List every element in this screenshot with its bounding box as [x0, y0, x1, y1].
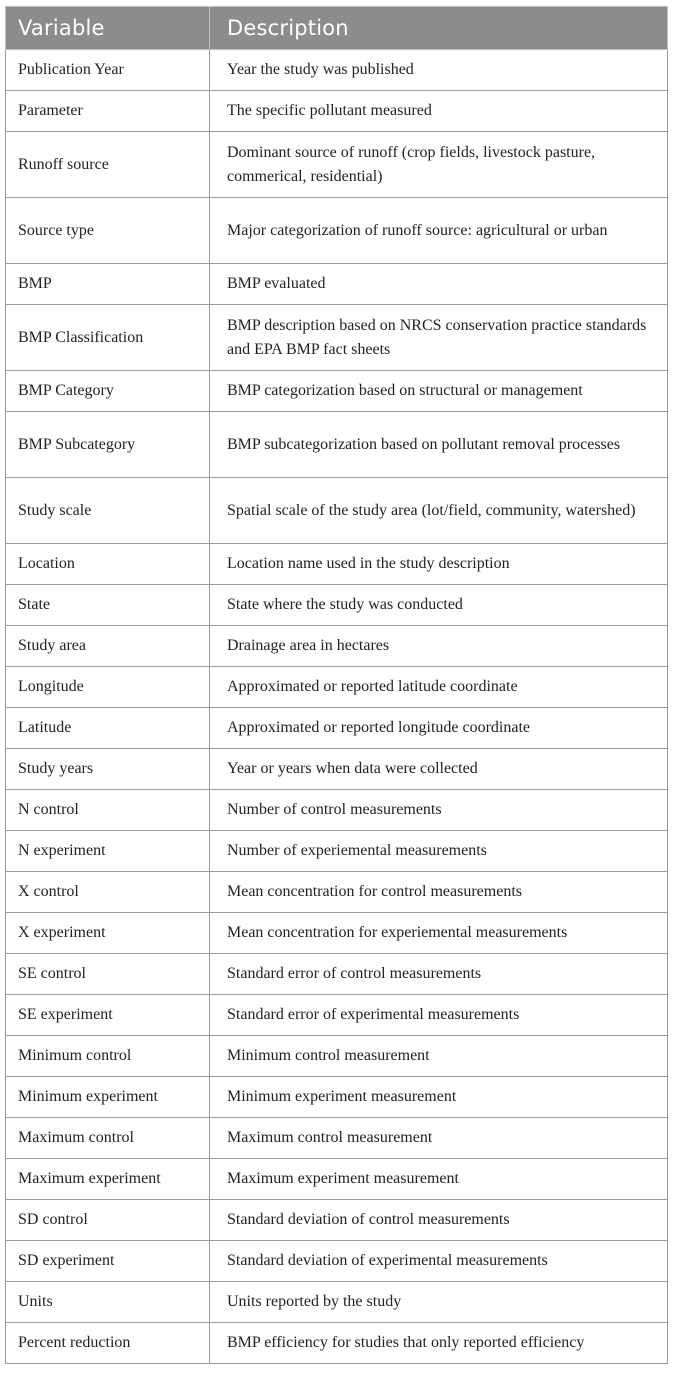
table-row [6, 132, 668, 198]
variable-cell: BMP Subcategory [6, 412, 210, 478]
variable-cell: Minimum control [6, 1036, 210, 1077]
description-cell: Approximated or reported longitude coordinate [210, 708, 668, 749]
variable-cell: SE experiment [6, 995, 210, 1036]
description-cell: Mean concentration for control measurements [210, 872, 668, 913]
table-row [6, 626, 668, 667]
table-row [6, 667, 668, 708]
variable-cell: BMP [6, 264, 210, 305]
table-row [6, 1036, 668, 1077]
variable-cell: N experiment [6, 831, 210, 872]
table-row [6, 264, 668, 305]
table-row [6, 1323, 668, 1364]
variable-cell: X control [6, 872, 210, 913]
description-cell: BMP efficiency for studies that only reported efficiency [210, 1323, 668, 1364]
table-row [6, 478, 668, 544]
description-cell: Standard deviation of experimental measurements [210, 1241, 668, 1282]
variable-cell: BMP Category [6, 371, 210, 412]
table-row [6, 831, 668, 872]
description-cell: Minimum experiment measurement [210, 1077, 668, 1118]
description-cell: Major categorization of runoff source: agricultural or urban [210, 198, 668, 264]
description-cell: Maximum experiment measurement [210, 1159, 668, 1200]
description-cell: Approximated or reported latitude coordinate [210, 667, 668, 708]
description-cell: Location name used in the study description [210, 544, 668, 585]
header-description: Description [210, 7, 668, 50]
table-row [6, 790, 668, 831]
variable-cell: Longitude [6, 667, 210, 708]
table-row [6, 198, 668, 264]
variable-cell: Source type [6, 198, 210, 264]
description-cell: Standard error of control measurements [210, 954, 668, 995]
description-cell: Drainage area in hectares [210, 626, 668, 667]
description-cell: Year or years when data were collected [210, 749, 668, 790]
variable-cell: SD control [6, 1200, 210, 1241]
table-row [6, 1118, 668, 1159]
variable-cell: Minimum experiment [6, 1077, 210, 1118]
variable-cell: Runoff source [6, 132, 210, 198]
variable-cell: State [6, 585, 210, 626]
table-row [6, 995, 668, 1036]
variables-table [5, 6, 668, 1364]
variable-cell: Study scale [6, 478, 210, 544]
description-cell: Spatial scale of the study area (lot/field, community, watershed) [210, 478, 668, 544]
variable-cell: SE control [6, 954, 210, 995]
table-header-row [6, 7, 668, 50]
table-row [6, 305, 668, 371]
description-cell: Year the study was published [210, 50, 668, 91]
variable-cell: Maximum experiment [6, 1159, 210, 1200]
description-cell: Standard error of experimental measurements [210, 995, 668, 1036]
table-row [6, 412, 668, 478]
variable-cell: Percent reduction [6, 1323, 210, 1364]
table-row [6, 913, 668, 954]
variable-cell: SD experiment [6, 1241, 210, 1282]
description-cell: Dominant source of runoff (crop fields, livestock pasture, commerical, residential) [210, 132, 668, 198]
variable-cell: N control [6, 790, 210, 831]
table-row [6, 371, 668, 412]
variable-cell: Units [6, 1282, 210, 1323]
description-cell: Mean concentration for experiemental measurements [210, 913, 668, 954]
description-cell: State where the study was conducted [210, 585, 668, 626]
description-cell: BMP evaluated [210, 264, 668, 305]
description-cell: BMP subcategorization based on pollutant removal processes [210, 412, 668, 478]
table-row [6, 708, 668, 749]
description-cell: BMP categorization based on structural or management [210, 371, 668, 412]
table-row [6, 954, 668, 995]
variable-cell: Latitude [6, 708, 210, 749]
description-cell: Standard deviation of control measurements [210, 1200, 668, 1241]
description-cell: Maximum control measurement [210, 1118, 668, 1159]
table-row [6, 1282, 668, 1323]
table-row [6, 50, 668, 91]
description-cell: Minimum control measurement [210, 1036, 668, 1077]
variable-cell: Parameter [6, 91, 210, 132]
table-row [6, 544, 668, 585]
header-variable: Variable [6, 7, 210, 50]
table-row [6, 872, 668, 913]
variable-cell: Study area [6, 626, 210, 667]
table-row [6, 91, 668, 132]
description-cell: Units reported by the study [210, 1282, 668, 1323]
table-row [6, 1241, 668, 1282]
table-row [6, 749, 668, 790]
description-cell: The specific pollutant measured [210, 91, 668, 132]
variable-cell: Location [6, 544, 210, 585]
variable-cell: Maximum control [6, 1118, 210, 1159]
description-cell: Number of experiemental measurements [210, 831, 668, 872]
description-cell: Number of control measurements [210, 790, 668, 831]
variable-cell: X experiment [6, 913, 210, 954]
table-row [6, 1200, 668, 1241]
table-row [6, 1077, 668, 1118]
description-cell: BMP description based on NRCS conservation practice standards and EPA BMP fact sheets [210, 305, 668, 371]
variable-cell: BMP Classification [6, 305, 210, 371]
table-row [6, 585, 668, 626]
variable-cell: Study years [6, 749, 210, 790]
table-row [6, 1159, 668, 1200]
variable-cell: Publication Year [6, 50, 210, 91]
